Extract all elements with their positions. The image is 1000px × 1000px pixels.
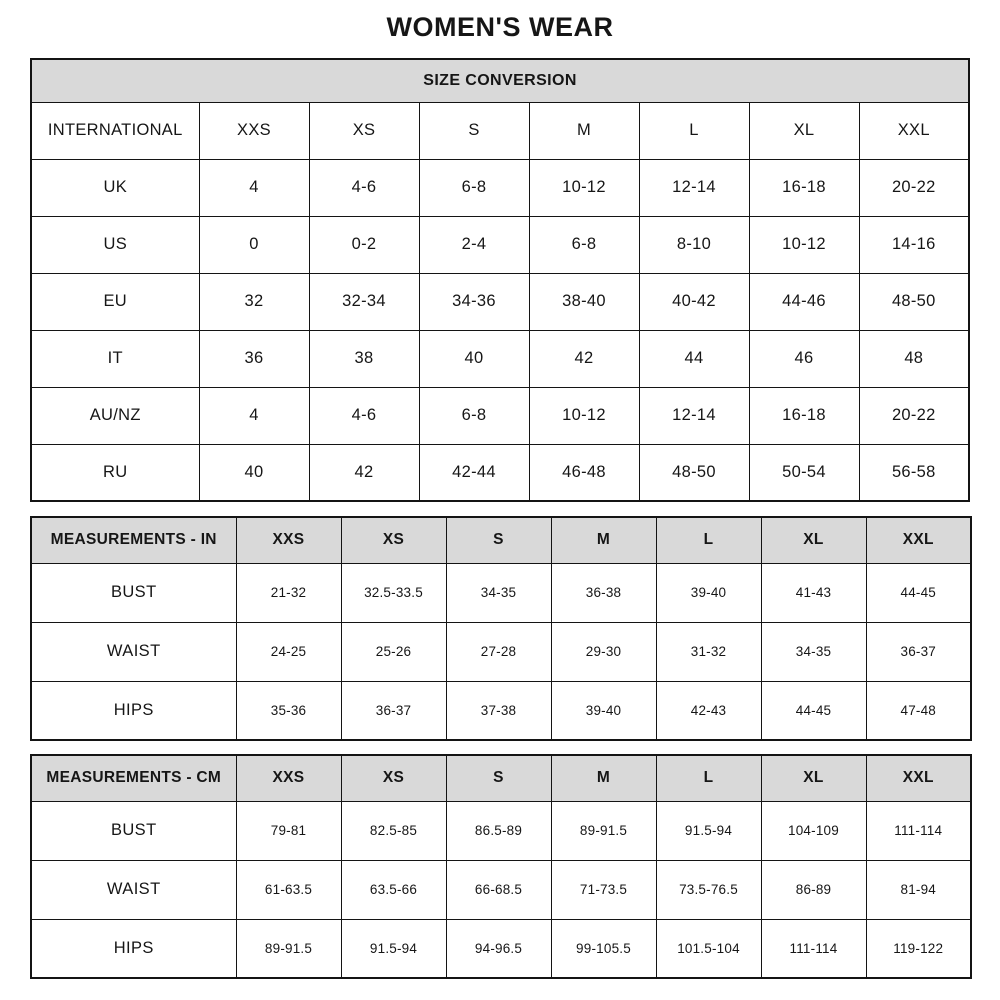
column-header-s: S [446,755,551,801]
value-cell: 14-16 [859,216,969,273]
value-cell: 40 [199,444,309,501]
size-conversion-body [31,102,969,501]
value-cell: 86.5-89 [446,801,551,860]
column-header-xxl: XXL [866,517,971,563]
size-conversion-table [30,58,970,502]
value-cell: 21-32 [236,563,341,622]
value-cell: 79-81 [236,801,341,860]
measurements-in-body [31,563,971,740]
size-conversion-banner-row [31,59,969,102]
row-label: WAIST [31,622,236,681]
value-cell: 42 [309,444,419,501]
value-cell: 111-114 [761,919,866,978]
row-label: RU [31,444,199,501]
value-cell: 39-40 [551,681,656,740]
value-cell: 34-35 [446,563,551,622]
value-cell: S [419,102,529,159]
value-cell: 34-36 [419,273,529,330]
value-cell: 81-94 [866,860,971,919]
row-label: IT [31,330,199,387]
value-cell: 24-25 [236,622,341,681]
measurements-cm-body [31,801,971,978]
measurements-in-table [30,516,972,741]
value-cell: 16-18 [749,159,859,216]
column-header-xl: XL [761,517,866,563]
value-cell: 6-8 [419,387,529,444]
table-row [31,216,969,273]
value-cell: 10-12 [529,387,639,444]
value-cell: 6-8 [419,159,529,216]
value-cell: 32-34 [309,273,419,330]
row-label: HIPS [31,681,236,740]
table-row [31,159,969,216]
value-cell: 119-122 [866,919,971,978]
value-cell: 44 [639,330,749,387]
value-cell: 12-14 [639,159,749,216]
value-cell: 0 [199,216,309,273]
page-title: WOMEN'S WEAR [386,12,614,42]
value-cell: 36 [199,330,309,387]
value-cell: 86-89 [761,860,866,919]
table-row [31,919,971,978]
table-row [31,622,971,681]
column-header-xxl: XXL [866,755,971,801]
table-row [31,330,969,387]
value-cell: 20-22 [859,387,969,444]
table-row [31,860,971,919]
column-header-xl: XL [761,755,866,801]
value-cell: 47-48 [866,681,971,740]
row-label: UK [31,159,199,216]
value-cell: 44-45 [866,563,971,622]
value-cell: 46 [749,330,859,387]
value-cell: M [529,102,639,159]
value-cell: 8-10 [639,216,749,273]
value-cell: 89-91.5 [551,801,656,860]
value-cell: 12-14 [639,387,749,444]
value-cell: 2-4 [419,216,529,273]
value-cell: 10-12 [749,216,859,273]
value-cell: 16-18 [749,387,859,444]
value-cell: 71-73.5 [551,860,656,919]
table-row [31,563,971,622]
value-cell: 32 [199,273,309,330]
value-cell: 89-91.5 [236,919,341,978]
size-conversion-header: SIZE CONVERSION [31,59,969,102]
column-header-m: M [551,517,656,563]
table-row [31,273,969,330]
value-cell: 32.5-33.5 [341,563,446,622]
value-cell: 29-30 [551,622,656,681]
value-cell: 39-40 [656,563,761,622]
value-cell: 104-109 [761,801,866,860]
value-cell: L [639,102,749,159]
value-cell: 66-68.5 [446,860,551,919]
value-cell: 56-58 [859,444,969,501]
value-cell: 101.5-104 [656,919,761,978]
row-label: EU [31,273,199,330]
value-cell: XXL [859,102,969,159]
row-label: BUST [31,563,236,622]
value-cell: 20-22 [859,159,969,216]
column-header-l: L [656,755,761,801]
column-header-xxs: XXS [236,755,341,801]
value-cell: 31-32 [656,622,761,681]
row-label: US [31,216,199,273]
row-label: HIPS [31,919,236,978]
value-cell: 48 [859,330,969,387]
value-cell: 50-54 [749,444,859,501]
value-cell: 4 [199,159,309,216]
value-cell: 63.5-66 [341,860,446,919]
value-cell: 42-44 [419,444,529,501]
table-row [31,102,969,159]
column-header-l: L [656,517,761,563]
table-row [31,801,971,860]
row-label: WAIST [31,860,236,919]
value-cell: 73.5-76.5 [656,860,761,919]
value-cell: 41-43 [761,563,866,622]
value-cell: XL [749,102,859,159]
value-cell: 35-36 [236,681,341,740]
value-cell: 111-114 [866,801,971,860]
value-cell: 82.5-85 [341,801,446,860]
value-cell: 4-6 [309,159,419,216]
column-header-xxs: XXS [236,517,341,563]
value-cell: 48-50 [639,444,749,501]
value-cell: XS [309,102,419,159]
value-cell: 40-42 [639,273,749,330]
value-cell: 6-8 [529,216,639,273]
value-cell: 94-96.5 [446,919,551,978]
measurements-in-header-row [31,517,971,563]
table-row [31,387,969,444]
value-cell: 4-6 [309,387,419,444]
value-cell: 38-40 [529,273,639,330]
value-cell: 99-105.5 [551,919,656,978]
row-label: INTERNATIONAL [31,102,199,159]
measurements-cm-header: MEASUREMENTS - CM [31,755,236,801]
value-cell: 4 [199,387,309,444]
column-header-m: M [551,755,656,801]
value-cell: 61-63.5 [236,860,341,919]
table-row [31,444,969,501]
value-cell: 48-50 [859,273,969,330]
value-cell: 91.5-94 [341,919,446,978]
measurements-cm-header-row [31,755,971,801]
value-cell: 44-45 [761,681,866,740]
column-header-xs: XS [341,517,446,563]
value-cell: 34-35 [761,622,866,681]
table-row [31,681,971,740]
value-cell: 10-12 [529,159,639,216]
value-cell: 25-26 [341,622,446,681]
value-cell: 40 [419,330,529,387]
measurements-cm-table [30,754,972,979]
value-cell: 42-43 [656,681,761,740]
value-cell: 38 [309,330,419,387]
row-label: AU/NZ [31,387,199,444]
value-cell: 27-28 [446,622,551,681]
value-cell: 91.5-94 [656,801,761,860]
value-cell: 42 [529,330,639,387]
column-header-s: S [446,517,551,563]
value-cell: 46-48 [529,444,639,501]
value-cell: 36-37 [866,622,971,681]
column-header-xs: XS [341,755,446,801]
value-cell: 0-2 [309,216,419,273]
measurements-in-header: MEASUREMENTS - IN [31,517,236,563]
row-label: BUST [31,801,236,860]
value-cell: 36-38 [551,563,656,622]
value-cell: 44-46 [749,273,859,330]
value-cell: XXS [199,102,309,159]
value-cell: 36-37 [341,681,446,740]
value-cell: 37-38 [446,681,551,740]
